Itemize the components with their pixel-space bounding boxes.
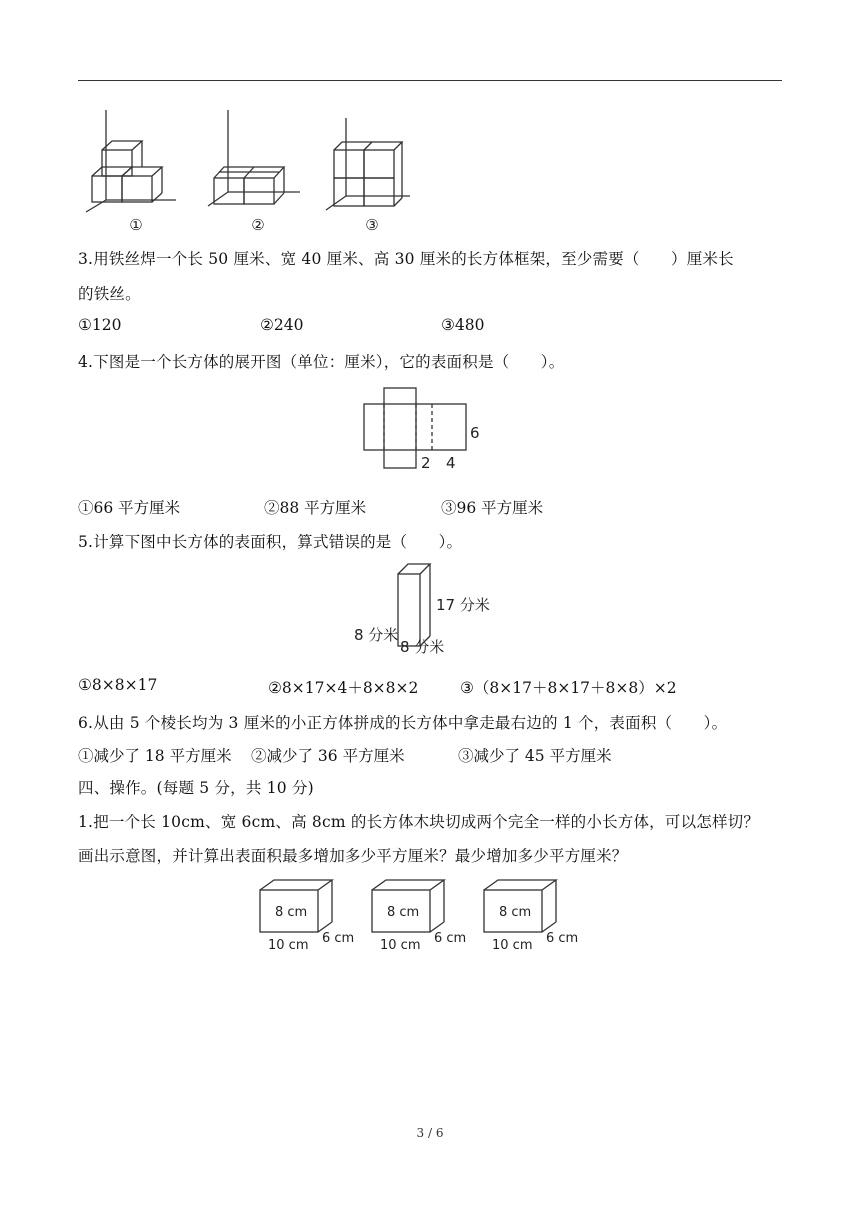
q3-text-line2: 的铁丝。 — [78, 285, 141, 303]
page-number: 3 / 6 — [416, 1126, 444, 1140]
q3-option-3: ③480 — [441, 316, 485, 334]
net-label-4: 4 — [446, 454, 456, 472]
box3-length-label: 10 cm — [492, 938, 533, 953]
net-label-height: 6 — [470, 424, 480, 442]
cube-figures — [0, 0, 860, 240]
cuboid-net-diagram — [0, 380, 860, 500]
box-label-depth: 8 分米 — [400, 638, 445, 656]
box3-width-label: 6 cm — [546, 931, 579, 946]
q3-option-1: ①120 — [78, 316, 122, 334]
box1-height-label: 8 cm — [275, 905, 308, 920]
box2-length-label: 10 cm — [380, 938, 421, 953]
box2-width-label: 6 cm — [434, 931, 467, 946]
box1-width-label: 6 cm — [322, 931, 355, 946]
s4-q1-line2: 画出示意图，并计算出表面积最多增加多少平方厘米？最少增加多少平方厘米？ — [78, 847, 628, 865]
q4-option-2: ②88 平方厘米 — [264, 499, 367, 517]
q3-option-2: ②240 — [260, 316, 304, 334]
q6-option-2: ②减少了 36 平方厘米 — [251, 747, 405, 765]
box3-height-label: 8 cm — [499, 905, 532, 920]
box1-length-label: 10 cm — [268, 938, 309, 953]
s4-q1-line1: 1.把一个长 10cm、宽 6cm、高 8cm 的长方体木块切成两个完全一样的小长方体，可以怎样切？ — [78, 813, 760, 831]
q5-text: 5.计算下图中长方体的表面积，算式错误的是（ ）。 — [78, 533, 463, 551]
q4-option-3: ③96 平方厘米 — [441, 499, 544, 517]
q6-option-1: ①减少了 18 平方厘米 — [78, 747, 232, 765]
q4-option-1: ①66 平方厘米 — [78, 499, 181, 517]
q3-text-line1: 3.用铁丝焊一个长 50 厘米、宽 40 厘米、高 30 厘米的长方体框架，至少需要（ ）厘米长 — [78, 250, 734, 268]
tall-cuboid-diagram — [0, 560, 860, 660]
q5-option-1: ①8×8×17 — [78, 676, 158, 694]
q6-option-3: ③减少了 45 平方厘米 — [458, 747, 612, 765]
box2-height-label: 8 cm — [387, 905, 420, 920]
figure-2-cubes — [208, 110, 300, 206]
q4-text: 4.下图是一个长方体的展开图（单位：厘米），它的表面积是（ ）。 — [78, 353, 565, 371]
figure-label-2: ② — [251, 216, 265, 234]
figure-label-1: ① — [129, 216, 143, 234]
box-label-width: 8 分米 — [354, 626, 399, 644]
section-4-heading: 四、操作。(每题 5 分，共 10 分) — [78, 779, 314, 797]
box-label-height: 17 分米 — [436, 596, 490, 614]
q5-option-2: ②8×17×4＋8×8×2 — [268, 679, 419, 697]
figure-3-cubes — [326, 118, 410, 210]
net-label-2: 2 — [421, 454, 431, 472]
three-cuboid-diagrams — [0, 876, 860, 976]
figure-label-3: ③ — [365, 216, 379, 234]
figure-1-cubes — [86, 110, 176, 212]
q5-option-3: ③（8×17＋8×17＋8×8）×2 — [460, 679, 677, 697]
q6-text: 6.从由 5 个棱长均为 3 厘米的小正方体拼成的长方体中拿走最右边的 1 个，表面积（ ）。 — [78, 714, 728, 732]
